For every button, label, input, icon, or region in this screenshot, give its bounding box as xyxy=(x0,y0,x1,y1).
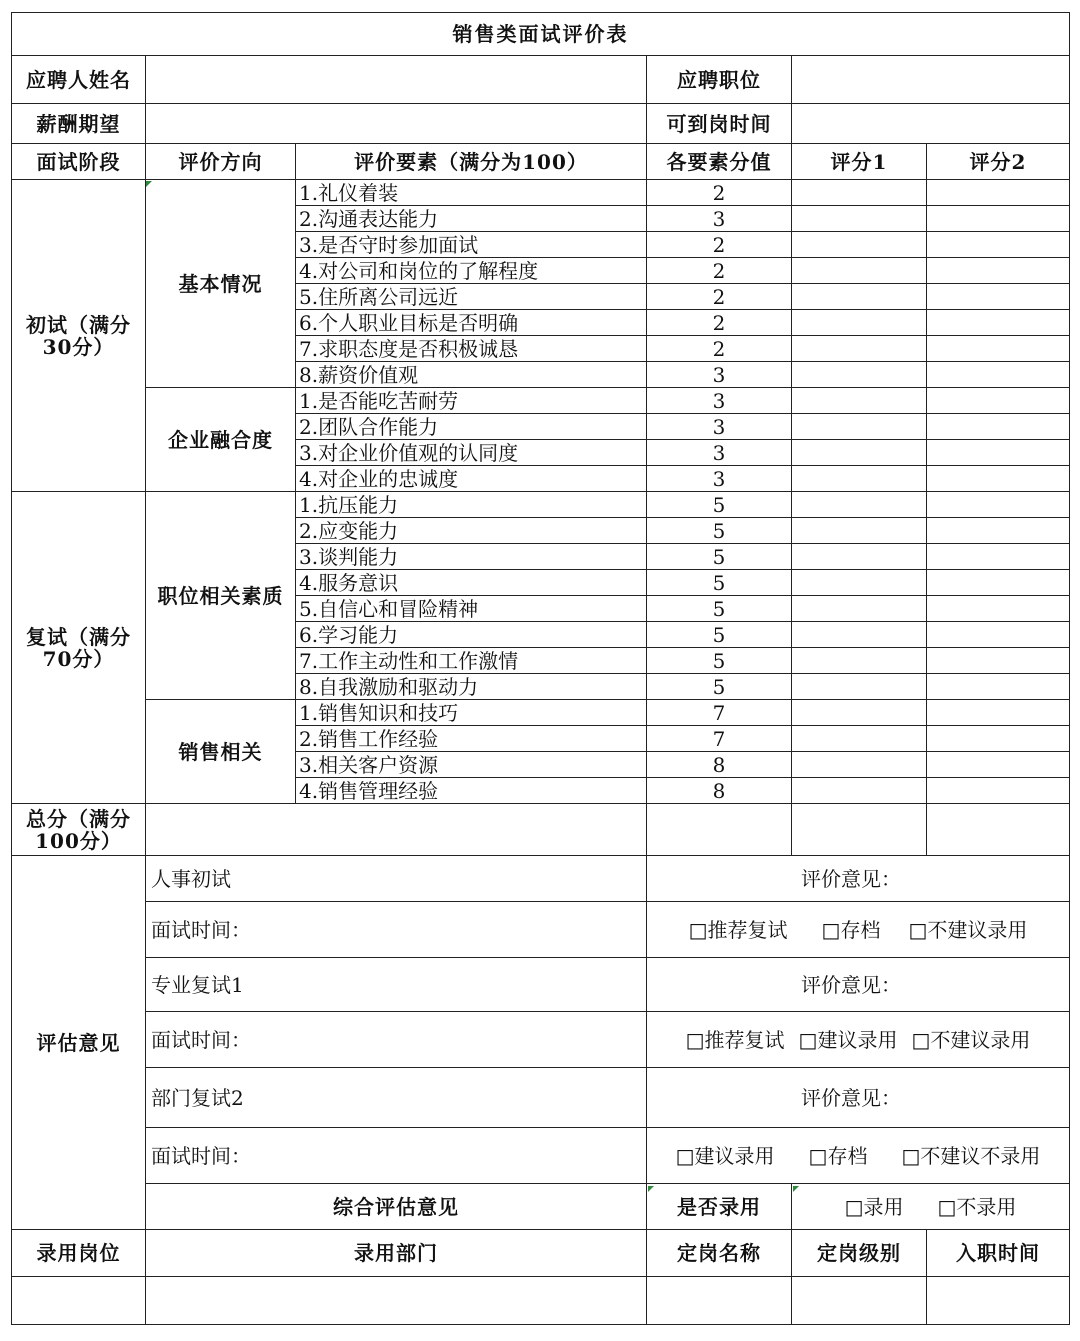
item-label: 2.应变能力 xyxy=(296,518,647,544)
score2-cell[interactable] xyxy=(927,544,1070,570)
hr-first-label: 人事初试 xyxy=(146,856,647,902)
hire-options xyxy=(792,1184,1070,1230)
item-label: 3.相关客户资源 xyxy=(296,752,647,778)
interview-time-label[interactable]: 面试时间： xyxy=(146,1128,647,1184)
item-label: 6.学习能力 xyxy=(296,622,647,648)
comment-label[interactable]: 评价意见： xyxy=(647,958,1070,1012)
item-label: 5.自信心和冒险精神 xyxy=(296,596,647,622)
score1-cell[interactable] xyxy=(792,310,927,336)
option-checkbox[interactable]: □建议录用 xyxy=(675,1143,775,1168)
item-label: 2.销售工作经验 xyxy=(296,726,647,752)
score1-cell[interactable] xyxy=(792,752,927,778)
item-label: 3.对企业价值观的认同度 xyxy=(296,440,647,466)
option-checkbox[interactable]: □推荐复试 xyxy=(685,1027,785,1052)
score2-cell[interactable] xyxy=(927,206,1070,232)
item-label: 2.团队合作能力 xyxy=(296,414,647,440)
score2-cell[interactable] xyxy=(927,336,1070,362)
score1-cell[interactable] xyxy=(792,492,927,518)
score2-cell[interactable] xyxy=(927,518,1070,544)
item-points: 3 xyxy=(647,362,792,388)
item-label: 4.对公司和岗位的了解程度 xyxy=(296,258,647,284)
score2-cell[interactable] xyxy=(927,596,1070,622)
item-points: 3 xyxy=(647,206,792,232)
score1-cell[interactable] xyxy=(792,206,927,232)
item-label: 8.薪资价值观 xyxy=(296,362,647,388)
hire-no-checkbox[interactable]: □不录用 xyxy=(937,1194,1017,1219)
score1-cell[interactable] xyxy=(792,596,927,622)
item-points: 2 xyxy=(647,258,792,284)
direction-quality: 职位相关素质 xyxy=(146,492,296,700)
score2-cell[interactable] xyxy=(927,284,1070,310)
hire-question: 是否录用 xyxy=(647,1184,792,1230)
item-label: 1.销售知识和技巧 xyxy=(296,700,647,726)
header-points: 各要素分值 xyxy=(647,144,792,180)
score1-cell[interactable] xyxy=(792,700,927,726)
option-checkbox[interactable]: □不建议录用 xyxy=(911,1027,1031,1052)
item-points: 2 xyxy=(647,232,792,258)
item-label: 4.服务意识 xyxy=(296,570,647,596)
applicant-name-label: 应聘人姓名 xyxy=(12,56,146,104)
cell-note-marker xyxy=(648,1186,654,1192)
score1-cell[interactable] xyxy=(792,622,927,648)
item-points: 3 xyxy=(647,440,792,466)
interview-time-label[interactable]: 面试时间： xyxy=(146,902,647,958)
score2-cell[interactable] xyxy=(927,622,1070,648)
item-points: 3 xyxy=(647,414,792,440)
score2-cell[interactable] xyxy=(927,414,1070,440)
score2-cell[interactable] xyxy=(927,648,1070,674)
item-label: 5.住所离公司远近 xyxy=(296,284,647,310)
item-label: 4.对企业的忠诚度 xyxy=(296,466,647,492)
item-points: 5 xyxy=(647,622,792,648)
footer-entry-time-field[interactable] xyxy=(927,1277,1070,1325)
footer-pos-level-label: 定岗级别 xyxy=(792,1230,927,1277)
item-points: 5 xyxy=(647,570,792,596)
score1-cell[interactable] xyxy=(792,388,927,414)
footer-dept-label: 录用部门 xyxy=(146,1230,647,1277)
score1-cell[interactable] xyxy=(792,674,927,700)
total-score2-cell[interactable] xyxy=(927,804,1070,856)
item-points: 8 xyxy=(647,752,792,778)
score1-cell[interactable] xyxy=(792,258,927,284)
option-checkbox[interactable]: □存档 xyxy=(808,1143,868,1168)
item-points: 2 xyxy=(647,284,792,310)
direction-basic: 基本情况 xyxy=(146,180,296,388)
pro-second-label: 专业复试1 xyxy=(146,958,647,1012)
option-checkbox[interactable]: □不建议录用 xyxy=(908,917,1028,942)
stage-second: 复试（满分70分） xyxy=(12,492,146,804)
footer-post-label: 录用岗位 xyxy=(12,1230,146,1277)
score1-cell[interactable] xyxy=(792,466,927,492)
item-points: 5 xyxy=(647,674,792,700)
footer-post-field[interactable] xyxy=(12,1277,146,1325)
score2-cell[interactable] xyxy=(927,232,1070,258)
start-time-field[interactable] xyxy=(792,104,1070,144)
item-label: 2.沟通表达能力 xyxy=(296,206,647,232)
score1-cell[interactable] xyxy=(792,648,927,674)
option-checkbox[interactable]: □建议录用 xyxy=(798,1027,898,1052)
total-label: 总分（满分100分） xyxy=(12,804,146,856)
item-label: 6.个人职业目标是否明确 xyxy=(296,310,647,336)
item-label: 1.礼仪着装 xyxy=(296,180,647,206)
score2-cell[interactable] xyxy=(927,700,1070,726)
dept-options xyxy=(647,1128,1070,1184)
item-points: 5 xyxy=(647,492,792,518)
score2-cell[interactable] xyxy=(927,492,1070,518)
score1-cell[interactable] xyxy=(792,336,927,362)
total-score1-cell[interactable] xyxy=(792,804,927,856)
score2-cell[interactable] xyxy=(927,310,1070,336)
header-score2: 评分2 xyxy=(927,144,1070,180)
interview-time-label[interactable]: 面试时间： xyxy=(146,1012,647,1068)
score2-cell[interactable] xyxy=(927,180,1070,206)
position-field[interactable] xyxy=(792,56,1070,104)
option-checkbox[interactable]: □推荐复试 xyxy=(688,917,788,942)
footer-dept-field[interactable] xyxy=(146,1277,647,1325)
score1-cell[interactable] xyxy=(792,232,927,258)
item-label: 3.谈判能力 xyxy=(296,544,647,570)
total-points-cell[interactable] xyxy=(647,804,792,856)
header-score1: 评分1 xyxy=(792,144,927,180)
item-points: 7 xyxy=(647,726,792,752)
item-points: 2 xyxy=(647,180,792,206)
score1-cell[interactable] xyxy=(792,362,927,388)
item-label: 7.求职态度是否积极诚恳 xyxy=(296,336,647,362)
header-stage: 面试阶段 xyxy=(12,144,146,180)
item-label: 7.工作主动性和工作激情 xyxy=(296,648,647,674)
item-points: 2 xyxy=(647,310,792,336)
item-label: 4.销售管理经验 xyxy=(296,778,647,804)
cell-note-marker xyxy=(146,181,152,187)
hire-yes-checkbox[interactable]: □录用 xyxy=(844,1194,904,1219)
score1-cell[interactable] xyxy=(792,440,927,466)
total-blank xyxy=(146,804,647,856)
item-points: 5 xyxy=(647,518,792,544)
direction-fit: 企业融合度 xyxy=(146,388,296,492)
pro-options xyxy=(647,1012,1070,1068)
item-points: 2 xyxy=(647,336,792,362)
score1-cell[interactable] xyxy=(792,570,927,596)
item-label: 8.自我激励和驱动力 xyxy=(296,674,647,700)
hr-options xyxy=(647,902,1070,958)
item-points: 5 xyxy=(647,596,792,622)
item-label: 1.是否能吃苦耐劳 xyxy=(296,388,647,414)
score2-cell[interactable] xyxy=(927,362,1070,388)
header-direction: 评价方向 xyxy=(146,144,296,180)
direction-sales: 销售相关 xyxy=(146,700,296,804)
page-title: 销售类面试评价表 xyxy=(12,13,1070,56)
item-label: 1.抗压能力 xyxy=(296,492,647,518)
score2-cell[interactable] xyxy=(927,440,1070,466)
score1-cell[interactable] xyxy=(792,726,927,752)
score1-cell[interactable] xyxy=(792,180,927,206)
score1-cell[interactable] xyxy=(792,778,927,804)
score2-cell[interactable] xyxy=(927,752,1070,778)
score2-cell[interactable] xyxy=(927,726,1070,752)
item-points: 7 xyxy=(647,700,792,726)
score1-cell[interactable] xyxy=(792,284,927,310)
position-label: 应聘职位 xyxy=(647,56,792,104)
evaluation-section-label: 评估意见 xyxy=(12,856,146,1230)
item-points: 8 xyxy=(647,778,792,804)
score1-cell[interactable] xyxy=(792,518,927,544)
footer-entry-time-label: 入职时间 xyxy=(927,1230,1070,1277)
header-element: 评价要素（满分为100） xyxy=(296,144,647,180)
comment-label[interactable]: 评价意见： xyxy=(647,1068,1070,1128)
score1-cell[interactable] xyxy=(792,544,927,570)
score2-cell[interactable] xyxy=(927,778,1070,804)
score2-cell[interactable] xyxy=(927,674,1070,700)
applicant-name-field[interactable] xyxy=(146,56,647,104)
score2-cell[interactable] xyxy=(927,570,1070,596)
option-checkbox[interactable]: □存档 xyxy=(821,917,881,942)
option-checkbox[interactable]: □不建议不录用 xyxy=(901,1143,1041,1168)
footer-pos-level-field[interactable] xyxy=(792,1277,927,1325)
score2-cell[interactable] xyxy=(927,466,1070,492)
start-time-label: 可到岗时间 xyxy=(647,104,792,144)
item-points: 5 xyxy=(647,544,792,570)
score2-cell[interactable] xyxy=(927,388,1070,414)
cell-note-marker xyxy=(793,1186,799,1192)
comment-label[interactable]: 评价意见： xyxy=(647,856,1070,902)
salary-field[interactable] xyxy=(146,104,647,144)
item-label: 3.是否守时参加面试 xyxy=(296,232,647,258)
dept-second-label: 部门复试2 xyxy=(146,1068,647,1128)
score1-cell[interactable] xyxy=(792,414,927,440)
item-points: 5 xyxy=(647,648,792,674)
footer-pos-name-label: 定岗名称 xyxy=(647,1230,792,1277)
item-points: 3 xyxy=(647,388,792,414)
item-points: 3 xyxy=(647,466,792,492)
salary-label: 薪酬期望 xyxy=(12,104,146,144)
footer-pos-name-field[interactable] xyxy=(647,1277,792,1325)
score2-cell[interactable] xyxy=(927,258,1070,284)
evaluation-table xyxy=(11,12,1070,1325)
overall-label: 综合评估意见 xyxy=(146,1184,647,1230)
stage-first: 初试（满分30分） xyxy=(12,180,146,492)
